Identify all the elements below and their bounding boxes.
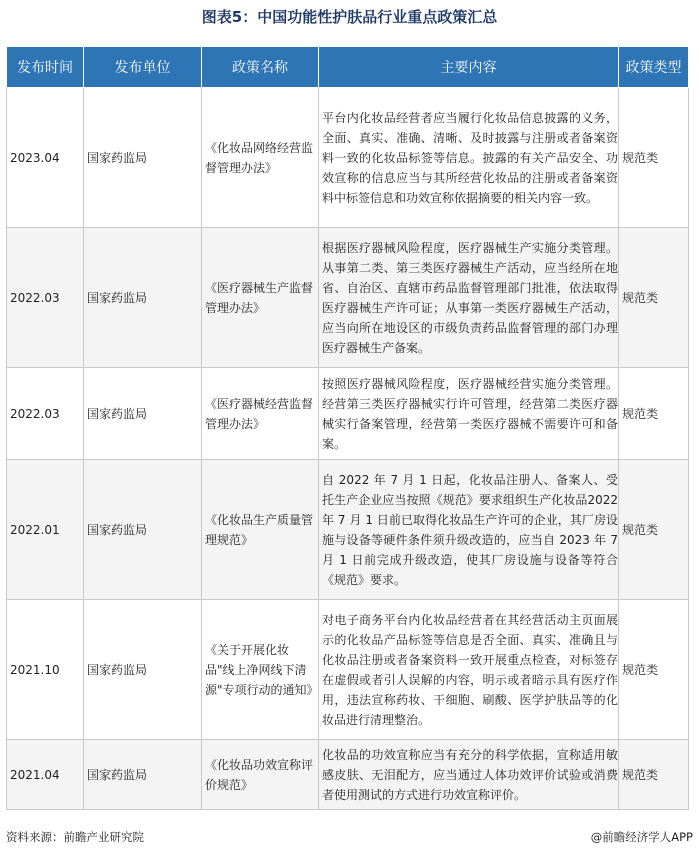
cell-date: 2023.04	[7, 88, 84, 228]
page-title: 图表5：中国功能性护肤品行业重点政策汇总	[201, 8, 498, 26]
table-row	[7, 600, 689, 740]
header-date: 发布时间	[7, 47, 84, 88]
policy-table	[6, 46, 689, 810]
cell-main-content: 平台内化妆品经营者应当履行化妆品信息披露的义务，全面、真实、准确、清晰、及时披露与注册或者备案资料一致的化妆品标签等信息。披露的有关产品安全、功效宣称的信息应当与其所经营化妆品的注册或者备案资料中标签信息和功效宣称依据摘要的相关内容一致。	[319, 88, 619, 228]
header-main-content: 主要内容	[319, 47, 619, 88]
brand-credit: @前瞻经济学人APP	[590, 830, 693, 844]
header-policy-name: 政策名称	[202, 47, 319, 88]
cell-policy-name: 《化妆品网络经营监督管理办法》	[202, 88, 319, 228]
cell-policy-type: 规范类	[619, 368, 689, 460]
cell-policy-type: 规范类	[619, 228, 689, 368]
cell-policy-type: 规范类	[619, 600, 689, 740]
table-row	[7, 88, 689, 228]
cell-policy-type: 规范类	[619, 88, 689, 228]
cell-main-content: 自 2022 年 7 月 1 日起，化妆品注册人、备案人、受托生产企业应当按照《规范》要求组织生产化妆品2022 年 7 月 1 日前已取得化妆品生产许可的企业，其厂房设施与设备等硬件条件须升级改造的，应当自 2023 年 7 月 1 日前完成升级改造，使其厂房设施与设备等符合《规范》要求。	[319, 460, 619, 600]
table-row	[7, 368, 689, 460]
cell-policy-type: 规范类	[619, 460, 689, 600]
cell-issuer: 国家药监局	[84, 368, 202, 460]
table-header-row	[7, 47, 689, 88]
cell-policy-name: 《关于开展化妆品"线上净网线下清源"专项行动的通知》	[202, 600, 319, 740]
cell-policy-type: 规范类	[619, 740, 689, 810]
cell-issuer: 国家药监局	[84, 600, 202, 740]
table-row	[7, 228, 689, 368]
cell-issuer: 国家药监局	[84, 88, 202, 228]
table-row	[7, 460, 689, 600]
cell-policy-name: 《化妆品生产质量管理规范》	[202, 460, 319, 600]
cell-issuer: 国家药监局	[84, 740, 202, 810]
table-row	[7, 740, 689, 810]
cell-policy-name: 《化妆品功效宣称评价规范》	[202, 740, 319, 810]
header-issuer: 发布单位	[84, 47, 202, 88]
header-policy-type: 政策类型	[619, 47, 689, 88]
cell-main-content: 根据医疗器械风险程度，医疗器械生产实施分类管理。从事第二类、第三类医疗器械生产活动，应当经所在地省、自治区、直辖市药品监督管理部门批准，依法取得医疗器械生产许可证；从事第一类医疗器械生产活动，应当向所在地设区的市级负责药品监督管理的部门办理医疗器械生产备案。	[319, 228, 619, 368]
cell-policy-name: 《医疗器械经营监督管理办法》	[202, 368, 319, 460]
cell-policy-name: 《医疗器械生产监督管理办法》	[202, 228, 319, 368]
cell-date: 2021.10	[7, 600, 84, 740]
cell-main-content: 对电子商务平台内化妆品经营者在其经营活动主页面展示的化妆品产品标签等信息是否全面、真实、准确且与化妆品注册或者备案资料一致开展重点检查，对标签存在虚假或者引人误解的内容，明示或者暗示具有医疗作用，违法宣称药妆、干细胞、刷酸、医学护肤品等的化妆品进行清理整治。	[319, 600, 619, 740]
source-note: 资料来源：前瞻产业研究院	[6, 830, 144, 844]
cell-date: 2022.01	[7, 460, 84, 600]
cell-main-content: 按照医疗器械风险程度，医疗器械经营实施分类管理。经营第三类医疗器械实行许可管理，经营第二类医疗器械实行备案管理，经营第一类医疗器械不需要许可和备案。	[319, 368, 619, 460]
cell-main-content: 化妆品的功效宣称应当有充分的科学依据，宣称适用敏感皮肤、无泪配方，应当通过人体功效评价试验或消费者使用测试的方式进行功效宣称评价。	[319, 740, 619, 810]
cell-issuer: 国家药监局	[84, 228, 202, 368]
cell-issuer: 国家药监局	[84, 460, 202, 600]
cell-date: 2022.03	[7, 368, 84, 460]
cell-date: 2021.04	[7, 740, 84, 810]
cell-date: 2022.03	[7, 228, 84, 368]
